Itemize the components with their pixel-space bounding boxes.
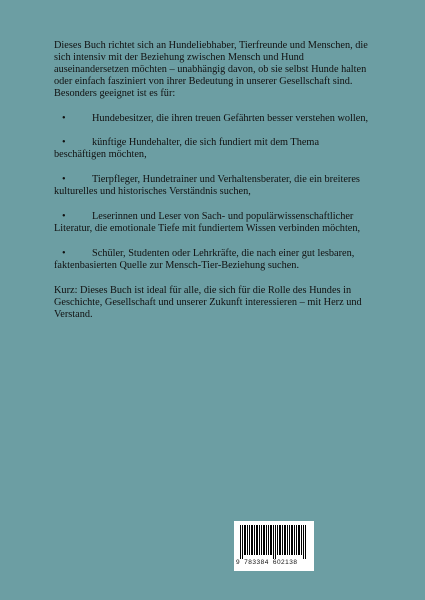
summary-paragraph: Kurz: Dieses Buch ist ideal für alle, die sich für die Rolle des Hundes in Geschichte, Gesellschaft und unserer Zukunft interessieren – mit Herz und Verstand. — [54, 284, 362, 320]
list-item — [54, 113, 372, 125]
list-item-text: Hundebesitzer, die ihren treuen Gefährten besser verstehen wollen, — [92, 112, 369, 124]
list-item — [54, 137, 372, 161]
back-cover-text — [54, 40, 372, 320]
bullet-marker: • — [62, 112, 66, 124]
list-item-text: künftige Hundehalter, die sich fundiert mit dem Thema beschäftigen möchten, — [54, 137, 320, 161]
bullet-marker: • — [62, 174, 66, 186]
isbn-group-1: 783384 — [244, 559, 269, 566]
intro-paragraph: Dieses Buch richtet sich an Hundeliebhaber, Tierfreunde und Menschen, die sich intensiv mit der Beziehung zwischen Mensch und Hund auseinandersetzen möchten – unabhängig davon, ob sie selbst Hunde halten oder einfach fasziniert von ihrer Bedeutung in unserer Gesellschaft sind. Besonders geeignet ist es für: — [54, 40, 368, 99]
isbn-group-2: 602138 — [272, 559, 298, 566]
barcode-icon — [240, 525, 308, 559]
audience-list — [54, 113, 372, 272]
list-item-text: Schüler, Studenten oder Lehrkräfte, die nach einer gut lesbaren, faktenbasierten Quelle zur Mensch-Tier-Beziehung suchen. — [54, 247, 355, 271]
list-item-text: Tierpfleger, Hundetrainer und Verhaltensberater, die ein breiteres kulturelles und historisches Verständnis suchen, — [54, 174, 360, 198]
isbn-digits — [236, 559, 314, 566]
bullet-marker: • — [62, 137, 66, 149]
bullet-marker: • — [62, 247, 66, 259]
isbn-barcode — [234, 521, 314, 571]
list-item — [54, 248, 372, 272]
list-item — [54, 174, 372, 198]
list-item — [54, 211, 372, 235]
list-item-text: Leserinnen und Leser von Sach- und populärwissenschaftlicher Literatur, die emotionale Tiefe mit fundiertem Wissen verbinden möchten, — [54, 211, 361, 234]
bullet-marker: • — [62, 211, 66, 223]
isbn-first-digit: 9 — [236, 559, 241, 566]
